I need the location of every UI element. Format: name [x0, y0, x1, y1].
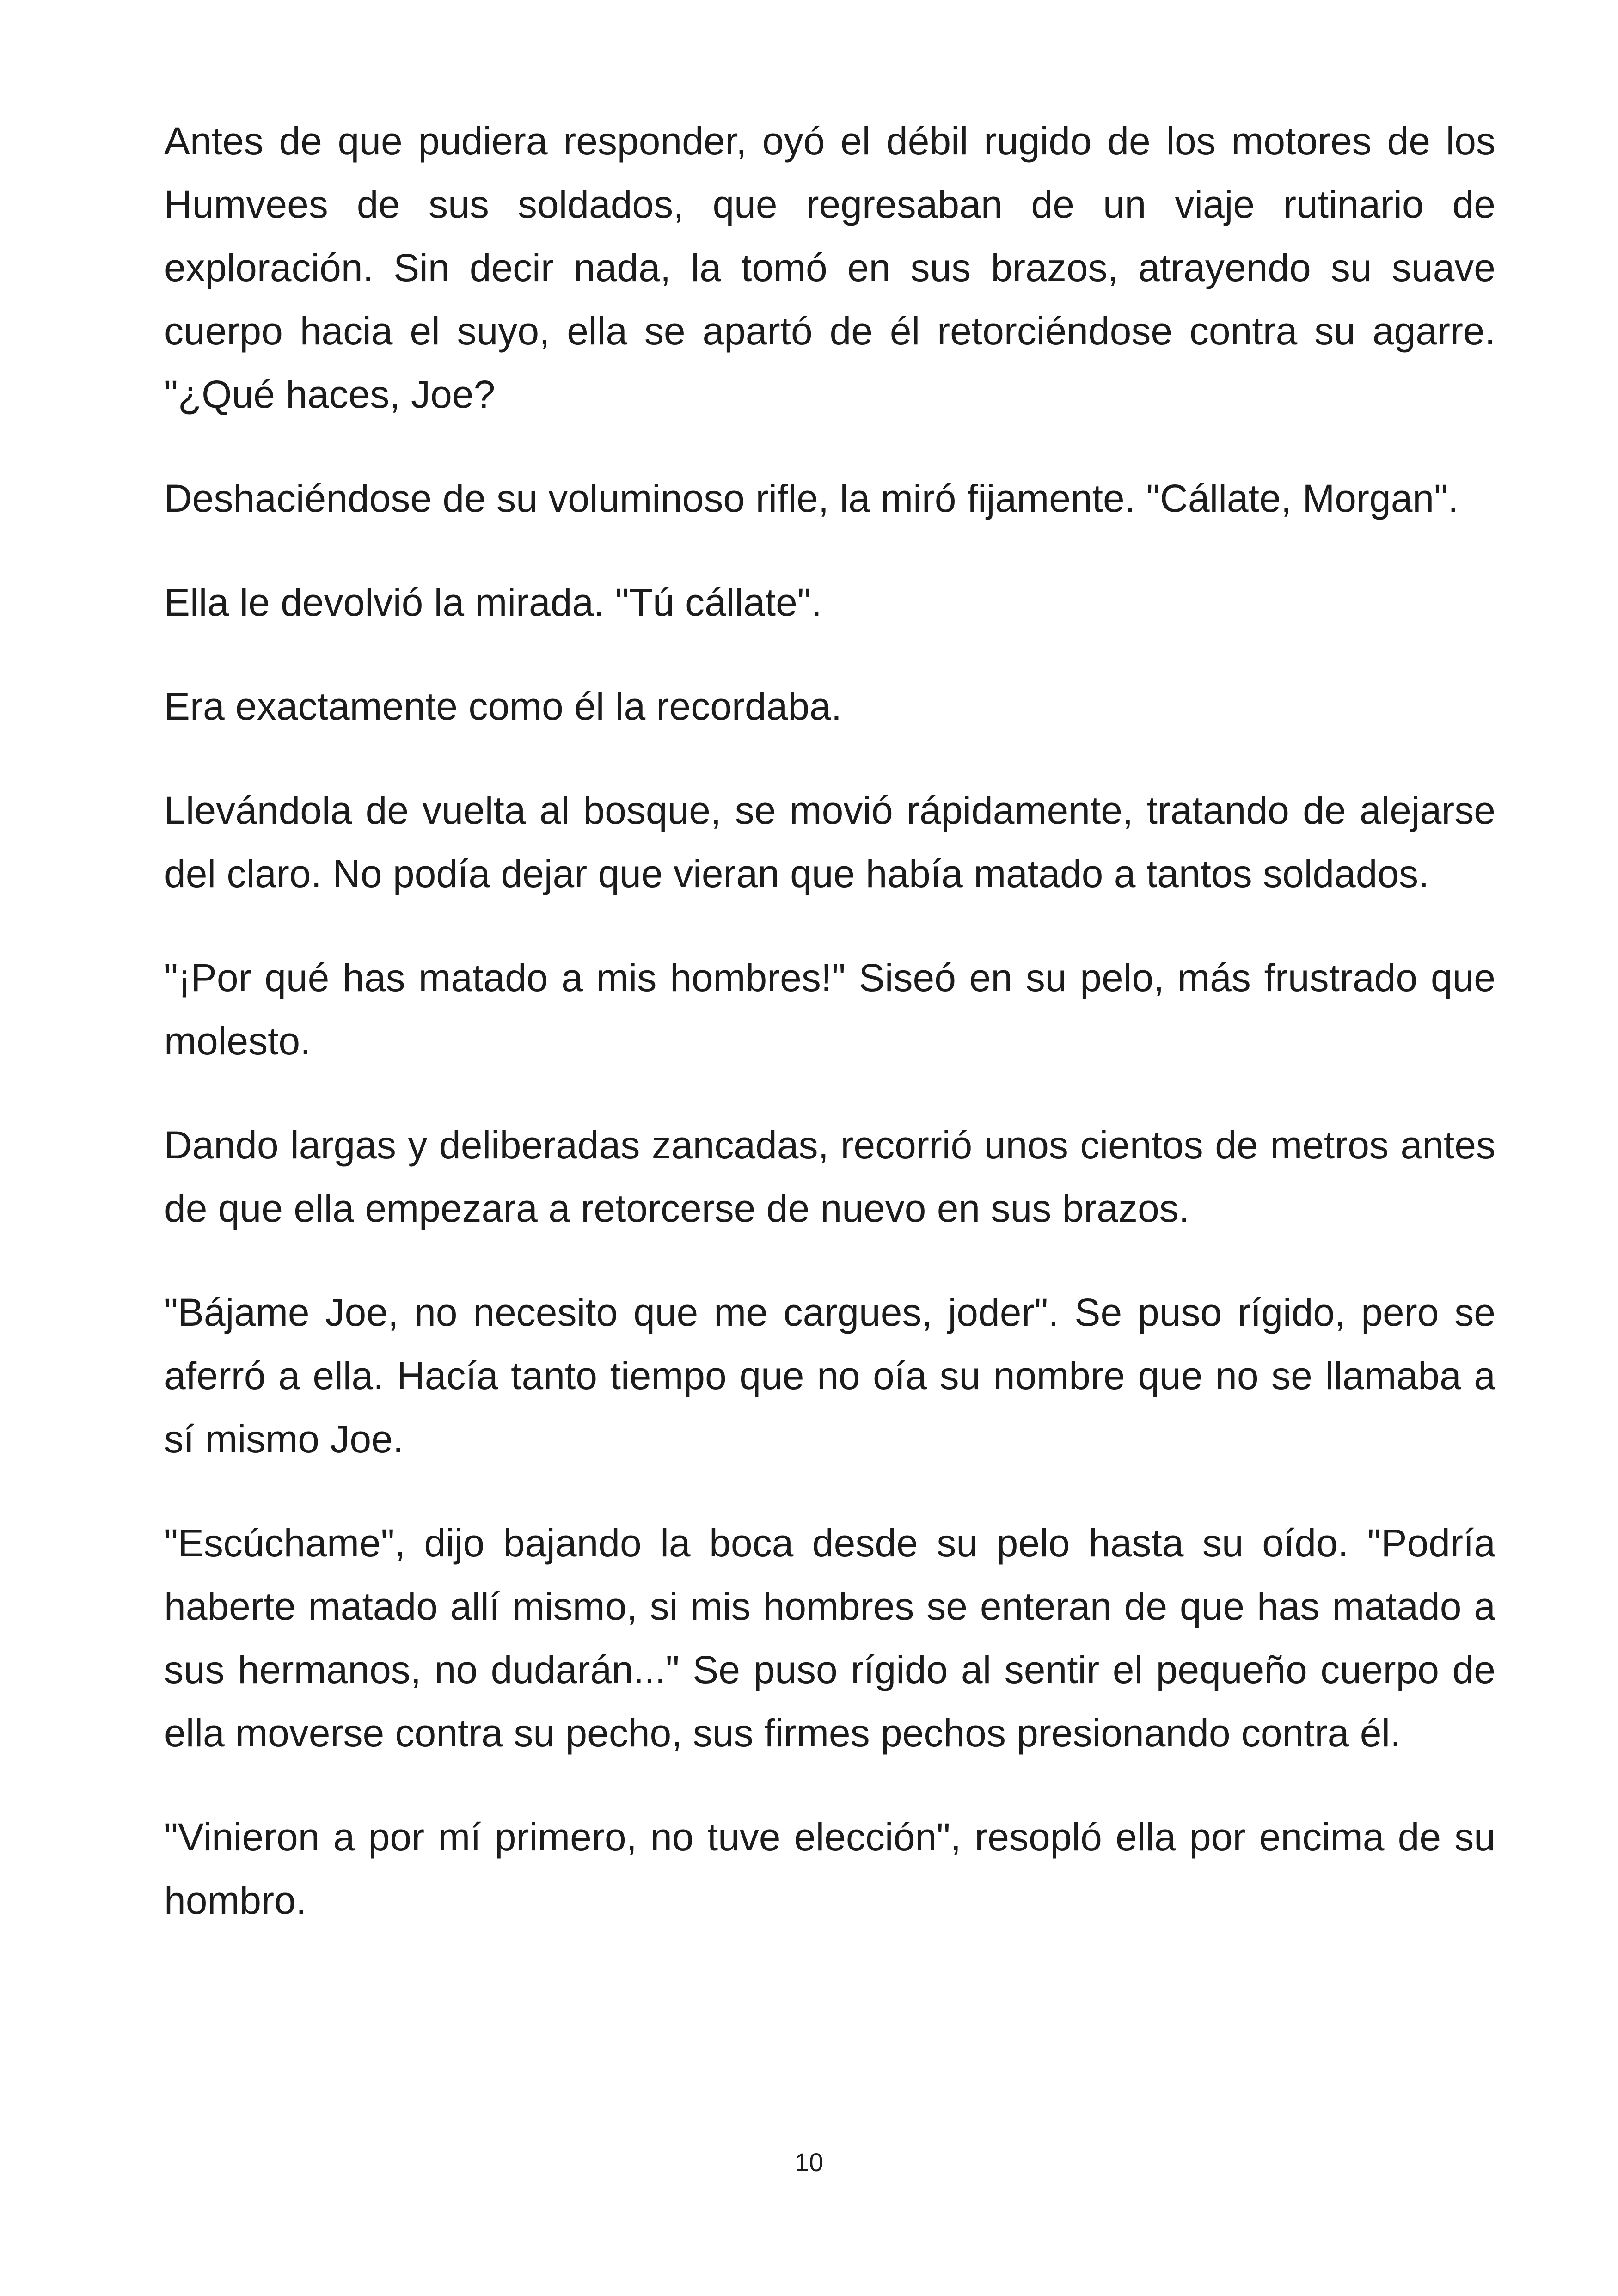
paragraph: "Vinieron a por mí primero, no tuve elección", resopló ella por encima de su hombro. [164, 1815, 1495, 1922]
paragraph: "Escúchame", dijo bajando la boca desde su pelo hasta su oído. "Podría haberte matado allí mismo, si mis hombres se enteran de que has matado a sus hermanos, no dudarán..." Se puso rígido al sentir el pequeño cuerpo de ella moverse contra su pecho, sus firmes pechos presionando contra él. [164, 1521, 1495, 1755]
page-number: 10 [794, 2148, 824, 2177]
paragraph: "Bájame Joe, no necesito que me cargues, joder". Se puso rígido, pero se aferró a ella. Hacía tanto tiempo que no oía su nombre que no se llamaba a sí mismo Joe. [164, 1291, 1495, 1461]
paragraph: "¡Por qué has matado a mis hombres!" Siseó en su pelo, más frustrado que molesto. [164, 956, 1495, 1063]
paragraph: Llevándola de vuelta al bosque, se movió rápidamente, tratando de alejarse del claro. No podía dejar que vieran que había matado a tantos soldados. [164, 789, 1495, 895]
paragraph: Era exactamente como él la recordaba. [164, 685, 842, 728]
text-body [164, 110, 1495, 1973]
paragraph: Dando largas y deliberadas zancadas, recorrió unos cientos de metros antes de que ella empezara a retorcerse de nuevo en sus brazos. [164, 1123, 1495, 1230]
paragraph: Ella le devolvió la mirada. "Tú cállate". [164, 581, 822, 624]
paragraph: Deshaciéndose de su voluminoso rifle, la miró fijamente. "Cállate, Morgan". [164, 477, 1459, 520]
paragraph: Antes de que pudiera responder, oyó el débil rugido de los motores de los Humvees de sus soldados, que regresaban de un viaje rutinario de exploración. Sin decir nada, la tomó en sus brazos, atrayendo su suave cuerpo hacia el suyo, ella se apartó de él retorciéndose contra su agarre. "¿Qué haces, Joe? [164, 119, 1495, 416]
